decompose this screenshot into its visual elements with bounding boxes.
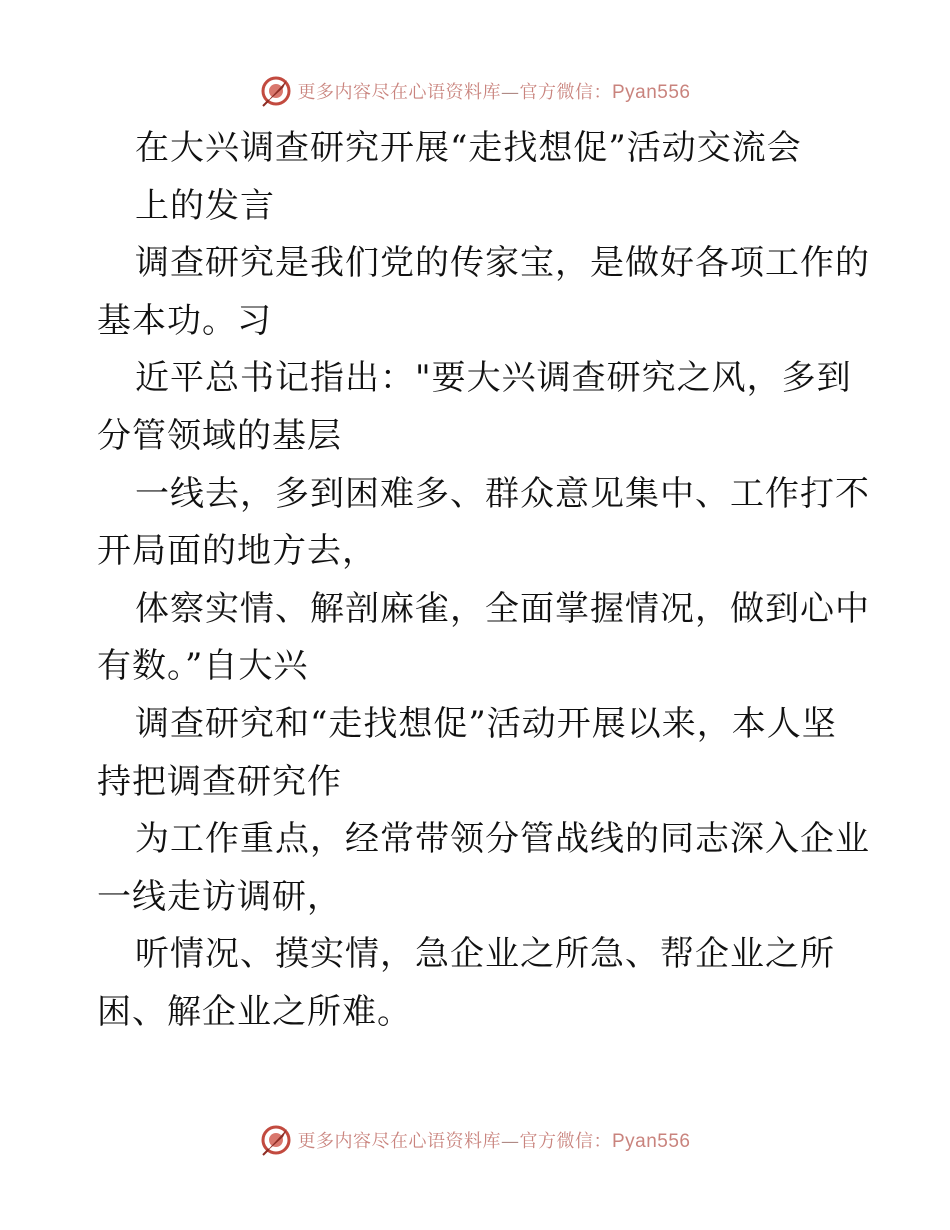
paragraph-line: 困、解企业之所难。 (97, 991, 412, 1032)
paragraph-line: 一线去，多到困难多、群众意见集中、工作打不 (135, 473, 870, 514)
watermark-header (0, 71, 950, 111)
quill-seal-logo-icon (259, 1123, 293, 1157)
paragraph-line: 有数。”自大兴 (97, 646, 309, 687)
paragraph-line: 分管领域的基层 (97, 415, 342, 456)
paragraph-line: 体察实情、解剖麻雀，全面掌握情况，做到心中 (135, 588, 870, 629)
paragraph-line: 持把调查研究作 (97, 761, 342, 802)
paragraph-line: 基本功。习 (97, 300, 272, 341)
document-body (97, 120, 870, 1042)
watermark-text: 更多内容尽在心语资料库—官方微信：Pyan556 (297, 1131, 691, 1152)
watermark-footer (0, 1120, 950, 1160)
watermark-text: 更多内容尽在心语资料库—官方微信：Pyan556 (297, 82, 691, 103)
quill-seal-logo-icon (259, 74, 293, 108)
title-line-1: 在大兴调查研究开展“走找想促”活动交流会 (135, 128, 802, 168)
paragraph-line: 近平总书记指出："要大兴调查研究之风，多到 (135, 358, 852, 399)
paragraph-line: 开局面的地方去， (97, 531, 377, 572)
paragraph-line: 听情况、摸实情，急企业之所急、帮企业之所 (135, 934, 835, 975)
paragraph-line: 调查研究和“走找想促”活动开展以来，本人坚 (135, 703, 837, 744)
paragraph-line: 为工作重点，经常带领分管战线的同志深入企业 (135, 819, 870, 860)
title-line-2: 上的发言 (135, 185, 275, 226)
paragraph-line: 一线走访调研， (97, 876, 342, 917)
paragraph-line: 调查研究是我们党的传家宝，是做好各项工作的 (135, 243, 870, 284)
